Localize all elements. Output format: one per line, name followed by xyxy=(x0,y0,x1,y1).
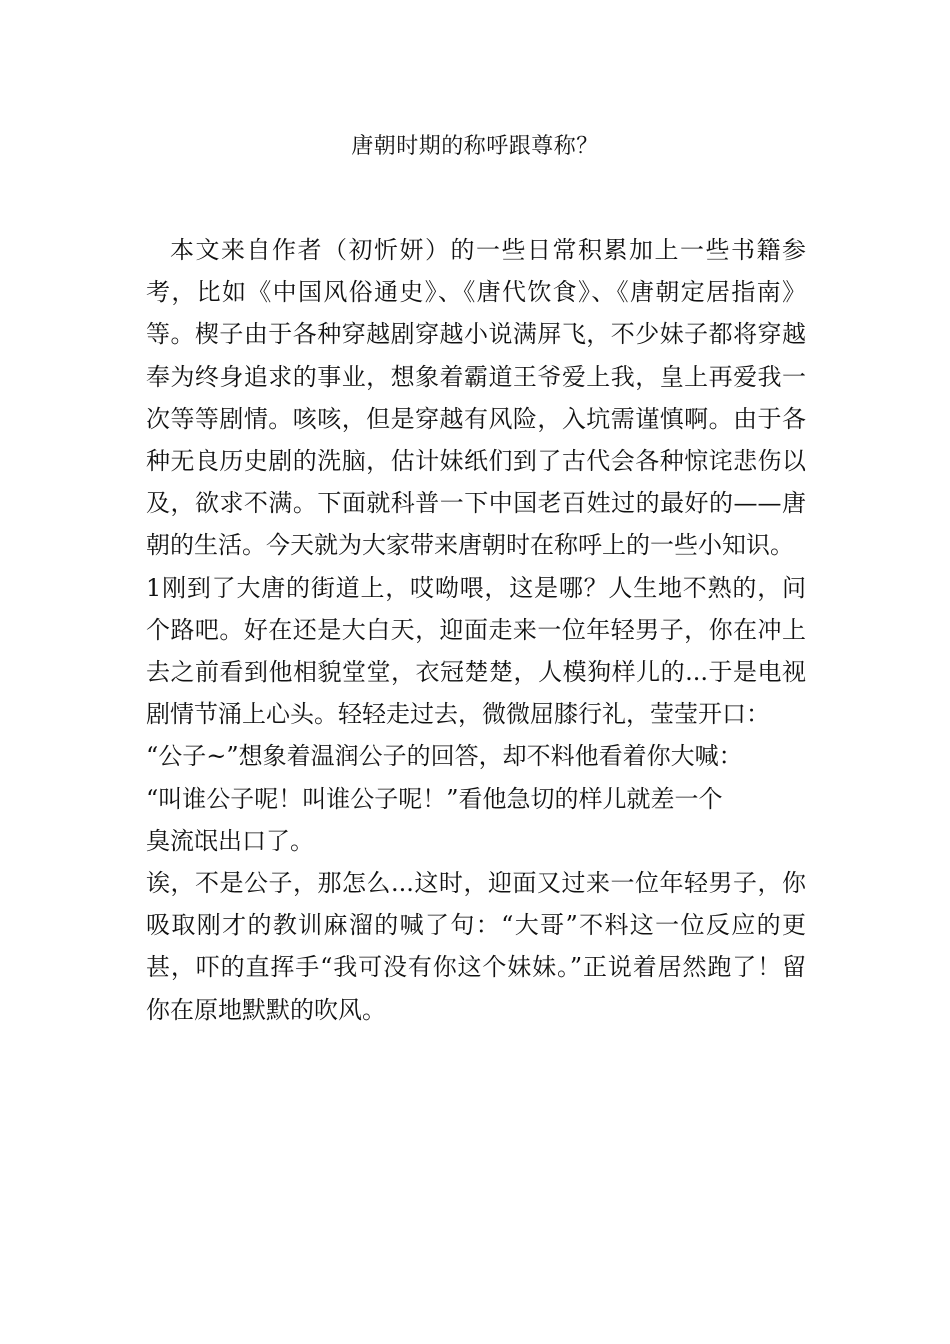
paragraph-dage-call: 诶，不是公子，那怎么...这时，迎面又过来一位年轻男子，你吸取刚才的教训麻溜的喊了句：“大哥”不料这一位反应的更甚，吓的直挥手“我可没有你这个妹妹。”正说着居然跑了！留你在原地默默的吹风。 xyxy=(146,869,806,1024)
paragraph-shout: “叫谁公子呢！叫谁公子呢！”看他急切的样儿就差一个 xyxy=(146,784,723,813)
document-title: 唐朝时期的称呼跟尊称？ xyxy=(351,134,599,159)
paragraph-rogue: 臭流氓出口了。 xyxy=(146,826,314,855)
paragraph-street-scene: 1刚到了大唐的街道上，哎呦喂，这是哪？人生地不熟的，问个路吧。好在还是大白天，迎面走来一位年轻男子，你在冲上去之前看到他相貌堂堂，衣冠楚楚，人模狗样儿的...于是电视剧情节涌上心头。轻轻走过去，微微屈膝行礼，莹莹开口： xyxy=(146,573,806,729)
paragraph-gongzi-call: “公子~”想象着温润公子的回答，却不料他看着你大喊： xyxy=(146,742,743,771)
document-body xyxy=(146,229,806,1031)
paragraph-intro: 本文来自作者（初忻妍）的一些日常积累加上一些书籍参考，比如《中国风俗通史》、《唐代饮食》、《唐朝定居指南》等。楔子由于各种穿越剧穿越小说满屏飞，不少妹子都将穿越奉为终身追求的事业，想象着霸道王爷爱上我，皇上再爱我一次等等剧情。咳咳，但是穿越有风险，入坑需谨慎啊。由于各种无良历史剧的洗脑，估计妹纸们到了古代会各种惊诧悲伤以及，欲求不满。下面就科普一下中国老百姓过的最好的——唐朝的生活。今天就为大家带来唐朝时在称呼上的一些小知识。 xyxy=(146,236,806,560)
